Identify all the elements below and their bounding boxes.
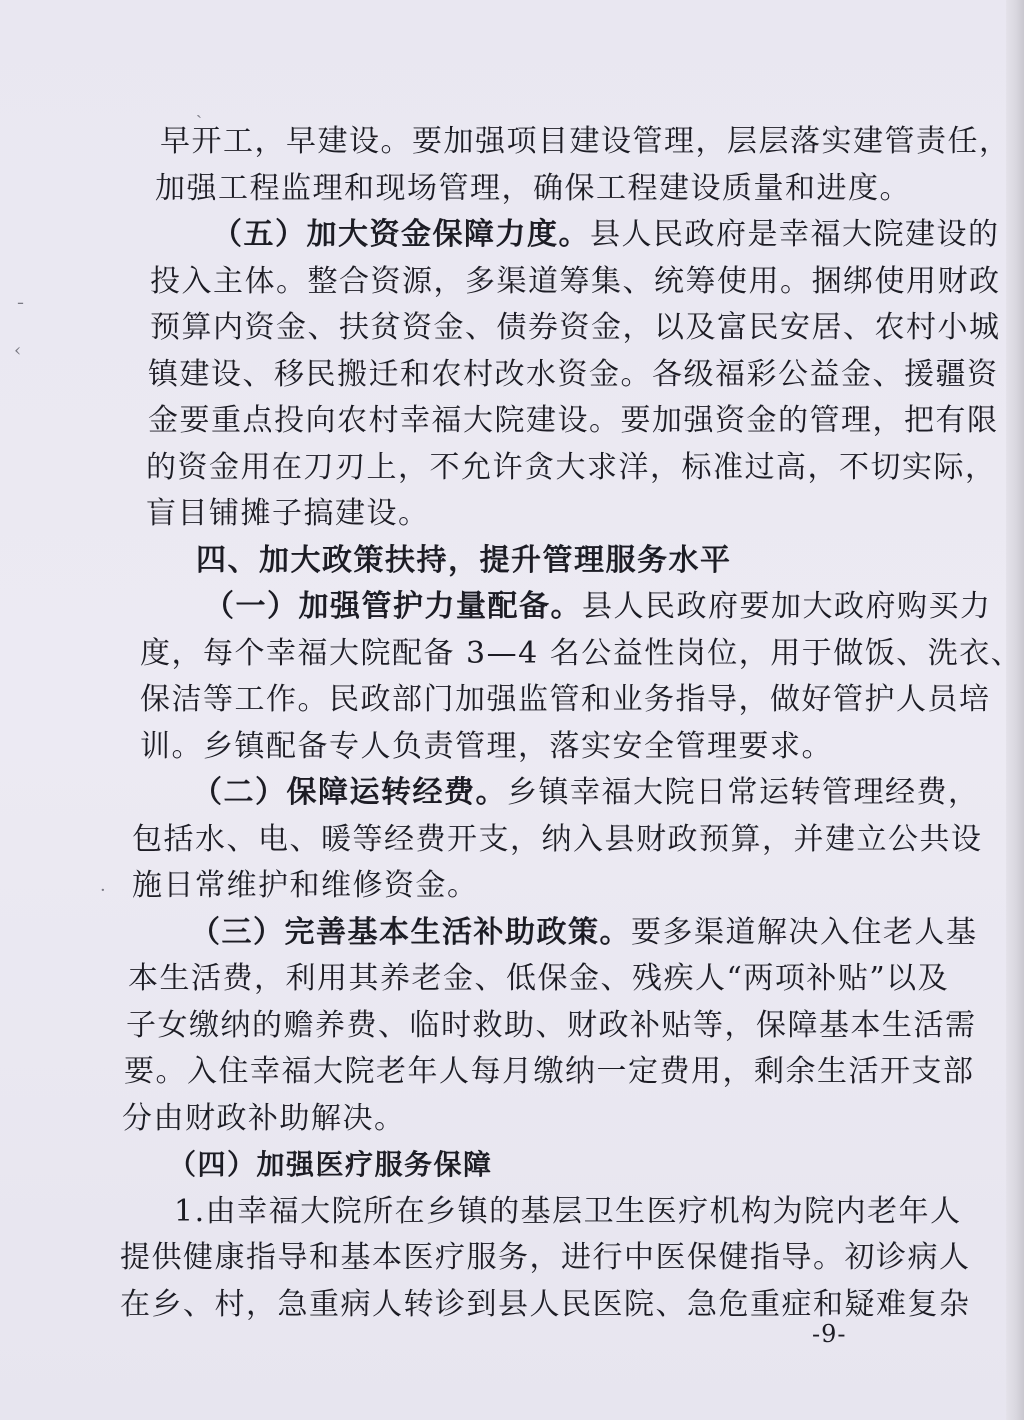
section-paragraph: （二）保障运转经费。乡镇幸福大院日常运转管理经费，	[192, 775, 980, 810]
section-heading: （二）保障运转经费。	[192, 775, 507, 810]
chapter-heading: 四、加大政策扶持，提升管理服务水平	[196, 543, 732, 578]
scan-mark: ˏ	[196, 98, 202, 119]
body-line: 1.由幸福大院所在乡镇的基层卫生医疗机构为院内老年人	[174, 1194, 962, 1229]
body-line: 施日常维护和维修资金。	[132, 868, 479, 903]
body-line: 金要重点投向农村幸福大院建设。要加强资金的管理，把有限	[148, 403, 999, 438]
body-line: 分由财政补助解决。	[122, 1101, 406, 1136]
body-line: 提供健康指导和基本医疗服务，进行中医保健指导。初诊病人	[120, 1240, 971, 1275]
section-heading: （五）加大资金保障力度。	[212, 217, 590, 252]
body-line: 投入主体。整合资源，多渠道筹集、统筹使用。捆绑使用财政	[150, 264, 1001, 299]
body-line: 在乡、村，急重病人转诊到县人民医院、急危重症和疑难复杂	[120, 1287, 971, 1322]
scan-mark: ‹	[14, 340, 22, 361]
body-line: 本生活费，利用其养老金、低保金、残疾人“两项补贴”以及	[128, 961, 950, 996]
page-number: -9-	[812, 1320, 847, 1348]
section-heading: （四）加强医疗服务保障	[168, 1148, 493, 1181]
body-line: 盲目铺摊子搞建设。	[146, 496, 430, 531]
body-line: 度，每个幸福大院配备 3—4 名公益性岗位，用于做饭、洗衣、	[140, 636, 1023, 671]
section-paragraph: （五）加大资金保障力度。县人民政府是幸福大院建设的	[212, 217, 1000, 252]
body-line: 要。入住幸福大院老年人每月缴纳一定费用，剩余生活开支部	[124, 1054, 975, 1089]
body-line: 包括水、电、暖等经费开支，纳入县财政预算，并建立公共设	[132, 822, 983, 857]
body-line: 预算内资金、扶贫资金、债券资金，以及富民安居、农村小城	[150, 310, 1001, 345]
section-heading: （三）完善基本生活补助政策。	[190, 915, 631, 950]
page-edge-shadow	[1006, 0, 1024, 1420]
section-paragraph: （三）完善基本生活补助政策。要多渠道解决入住老人基	[190, 915, 978, 950]
body-line: 保洁等工作。民政部门加强监管和业务指导，做好管护人员培	[140, 682, 991, 717]
body-line: 加强工程监理和现场管理，确保工程建设质量和进度。	[155, 171, 911, 206]
scan-mark: ·	[100, 880, 106, 901]
body-line: 镇建设、移民搬迁和农村改水资金。各级福彩公益金、援疆资	[148, 357, 999, 392]
body-line: 早开工，早建设。要加强项目建设管理，层层落实建管责任，	[160, 124, 1011, 159]
section-paragraph: （一）加强管护力量配备。县人民政府要加大政府购买力	[204, 589, 992, 624]
scan-mark: ˉ	[16, 300, 25, 321]
body-line: 训。乡镇配备专人负责管理，落实安全管理要求。	[140, 729, 833, 764]
body-line: 子女缴纳的赡养费、临时救助、财政补贴等，保障基本生活需	[126, 1008, 977, 1043]
body-line: 的资金用在刀刃上，不允许贪大求洋，标准过高，不切实际，	[146, 450, 997, 485]
section-heading: （一）加强管护力量配备。	[204, 589, 582, 624]
